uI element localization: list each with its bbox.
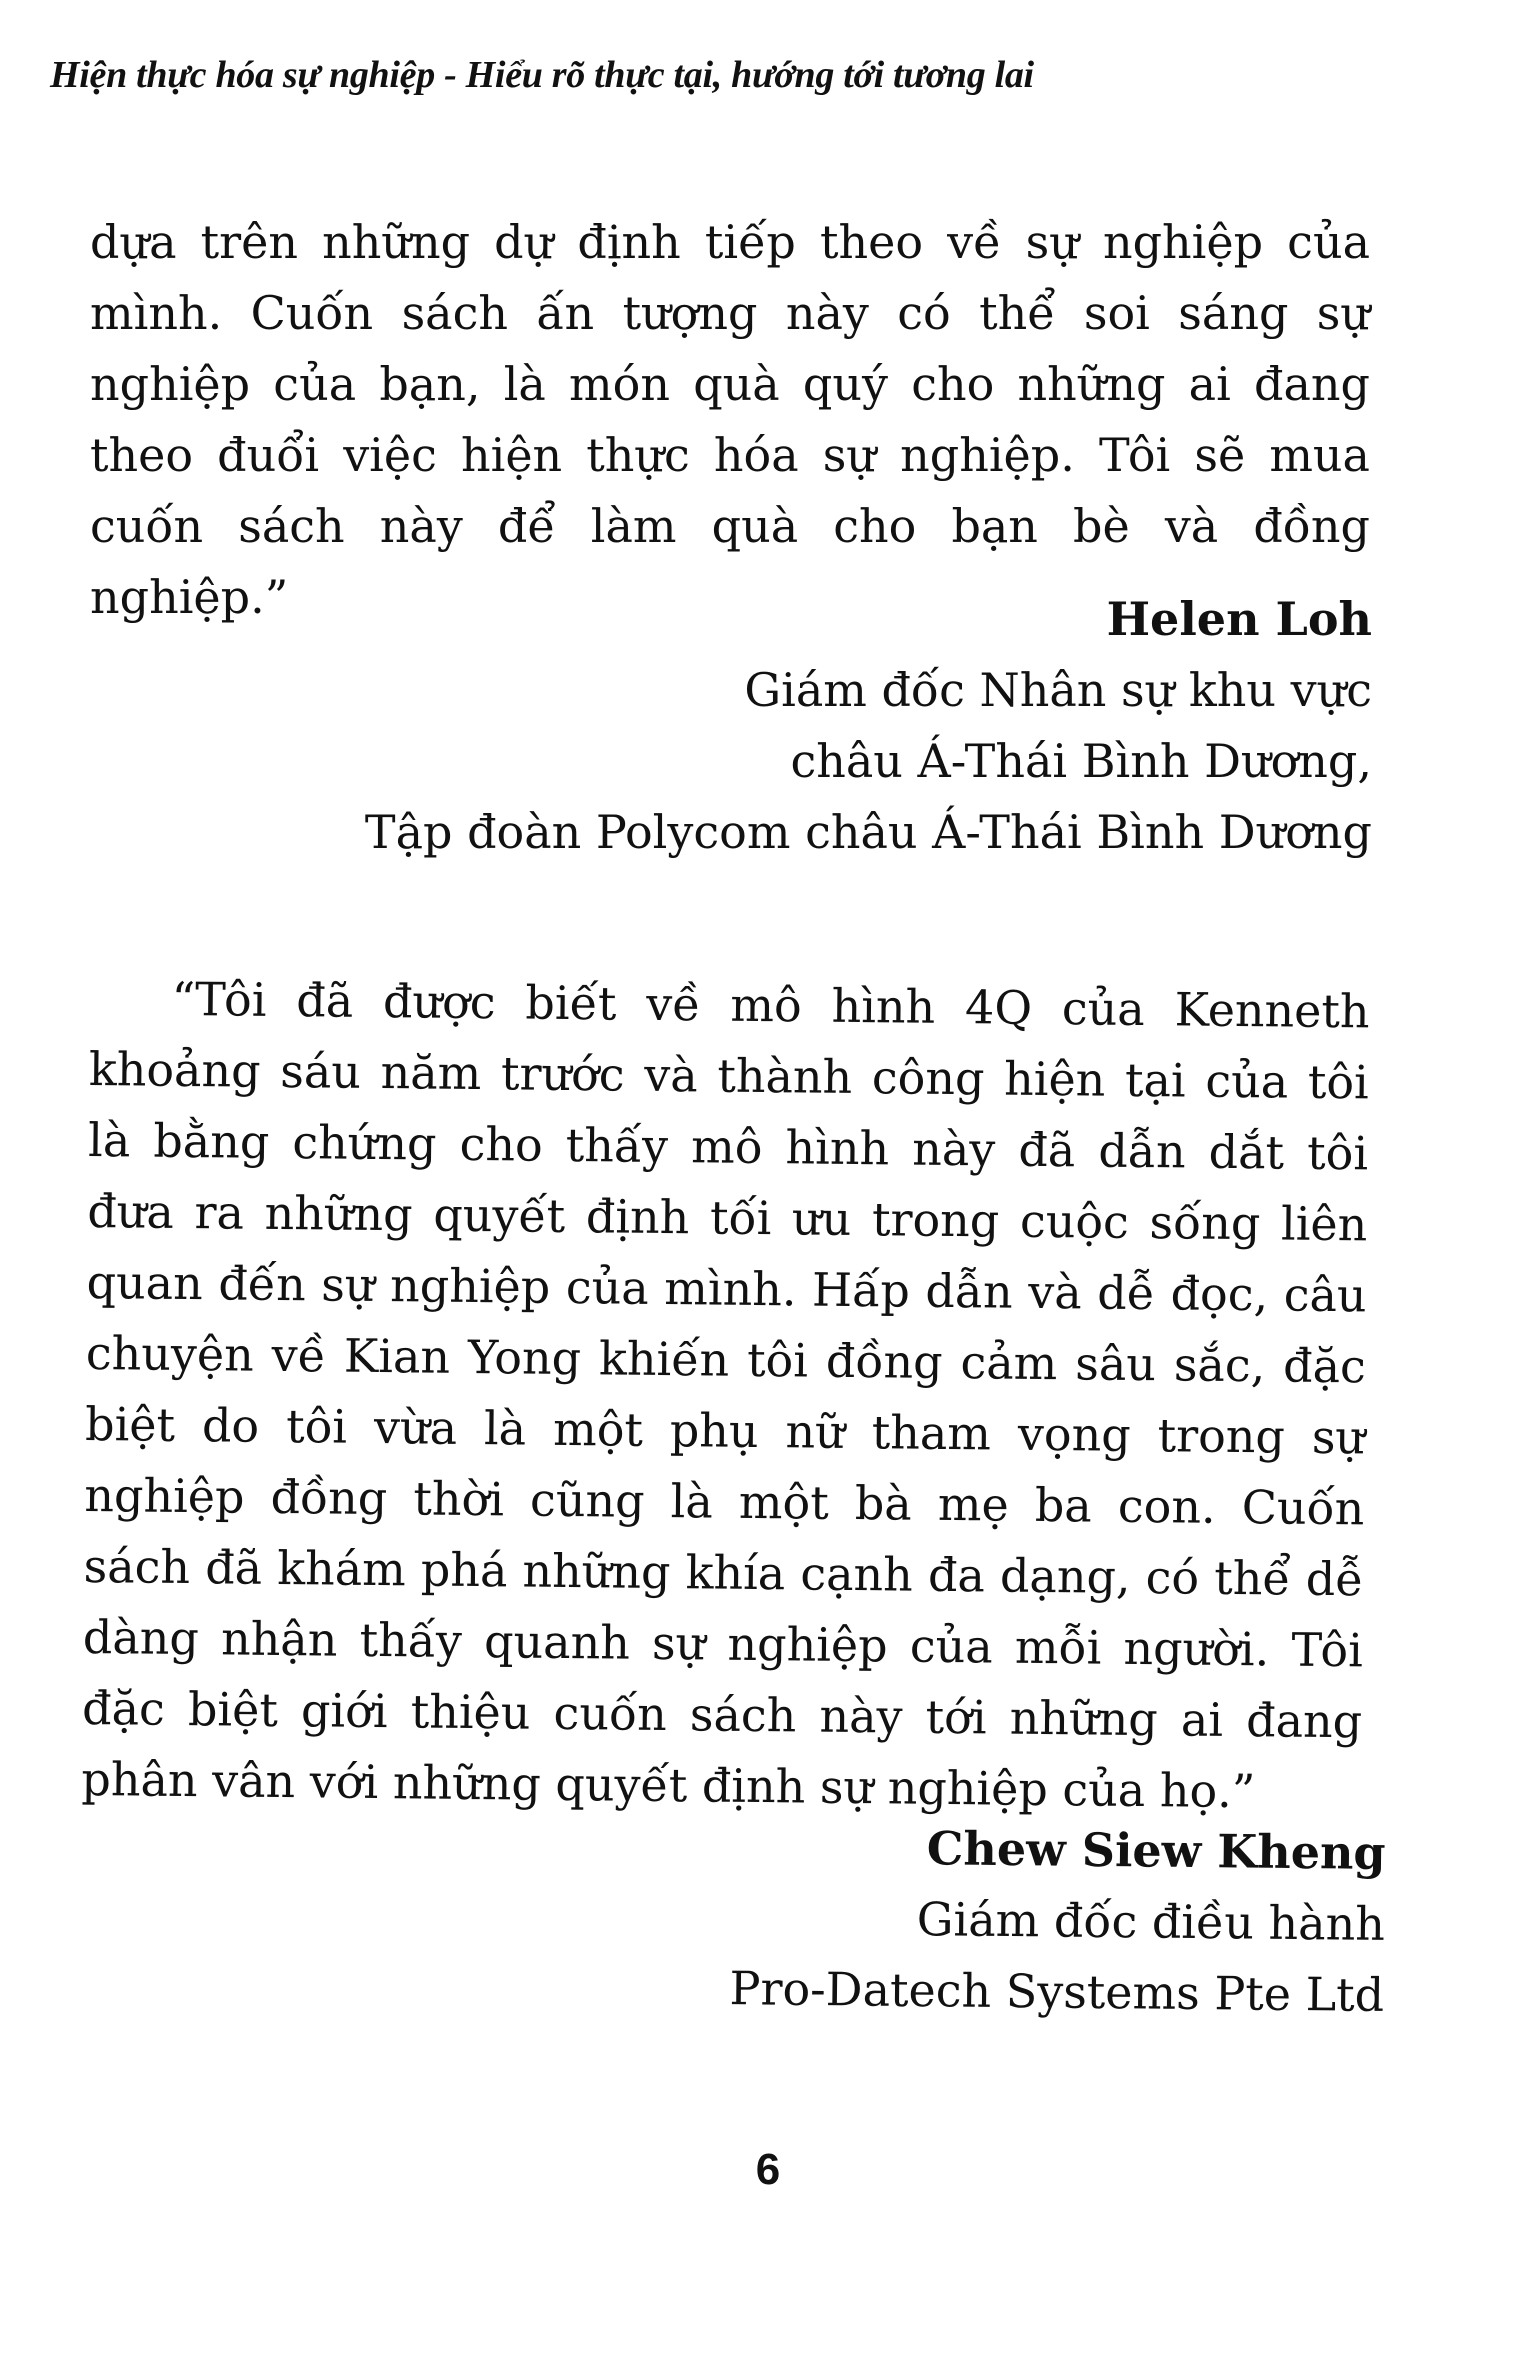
author-title-line: Pro-Datech Systems Pte Ltd (729, 1961, 1385, 2022)
testimonial-2-text (81, 963, 1370, 1828)
running-header: Hiện thực hóa sự nghiệp - Hiểu rõ thực tại, hướng tới tương lai (50, 54, 1034, 96)
text-line: sáu năm trước và thành công hiện tại của tôi là bằng chứng (87, 1044, 1370, 1171)
testimonial-1-attribution (172, 584, 1372, 868)
testimonial-1-text (90, 207, 1370, 633)
text-line: có thể dễ dàng nhận thấy quanh sự nghiệp của mỗi người. (82, 1550, 1364, 1677)
text-line: Cuốn sách ấn tượng này có thể soi sáng sự nghiệp của bạn, (90, 286, 1371, 411)
text-line: cho thấy mô hình này đã dẫn dắt tôi đưa ra những quyết (87, 1116, 1369, 1244)
text-line: “Tôi đã được biết về mô hình 4Q của Kenneth khoảng (88, 971, 1370, 1098)
text-line: tôi đồng cảm sâu sắc, đặc biệt do tôi vừa là một phụ nữ (84, 1332, 1367, 1460)
author-name: Chew Siew Kheng (926, 1821, 1386, 1880)
text-line: mình. Hấp dẫn và dễ đọc, câu chuyện về Kian Yong khiến (85, 1261, 1367, 1387)
author-title-line: Giám đốc Nhân sự khu vực (744, 663, 1372, 717)
testimonial-2-attribution (184, 1805, 1386, 2031)
text-line: tham vọng trong sự nghiệp đồng thời cũng là một bà mẹ (84, 1405, 1366, 1532)
text-line: Tôi đặc biệt giới thiệu cuốn sách này tới những ai đang (81, 1622, 1364, 1749)
author-title-line: châu Á-Thái Bình Dương, (790, 734, 1372, 788)
text-line: là món quà quý cho những ai đang theo đuổi việc hiện (90, 357, 1370, 482)
text-line: ba con. Cuốn sách đã khám phá những khía cạnh đa dạng, (83, 1477, 1365, 1605)
author-title-line: Giám đốc điều hành (916, 1892, 1386, 1951)
author-name: Helen Loh (1106, 592, 1372, 646)
text-line: cho bạn bè và đồng nghiệp.” (90, 499, 1370, 624)
text-line: phân vân với những quyết định sự nghiệp của họ.” (81, 1751, 1256, 1819)
page-number: 6 (755, 2145, 781, 2194)
text-line: dựa trên những dự định tiếp theo về sự nghiệp của mình. (90, 215, 1370, 340)
text-line: định tối ưu trong cuộc sống liên quan đến sự nghiệp của (86, 1189, 1368, 1316)
text-line: thực hóa sự nghiệp. Tôi sẽ mua cuốn sách này để làm quà (90, 428, 1370, 553)
author-title-line: Tập đoàn Polycom châu Á-Thái Bình Dương (364, 805, 1372, 859)
